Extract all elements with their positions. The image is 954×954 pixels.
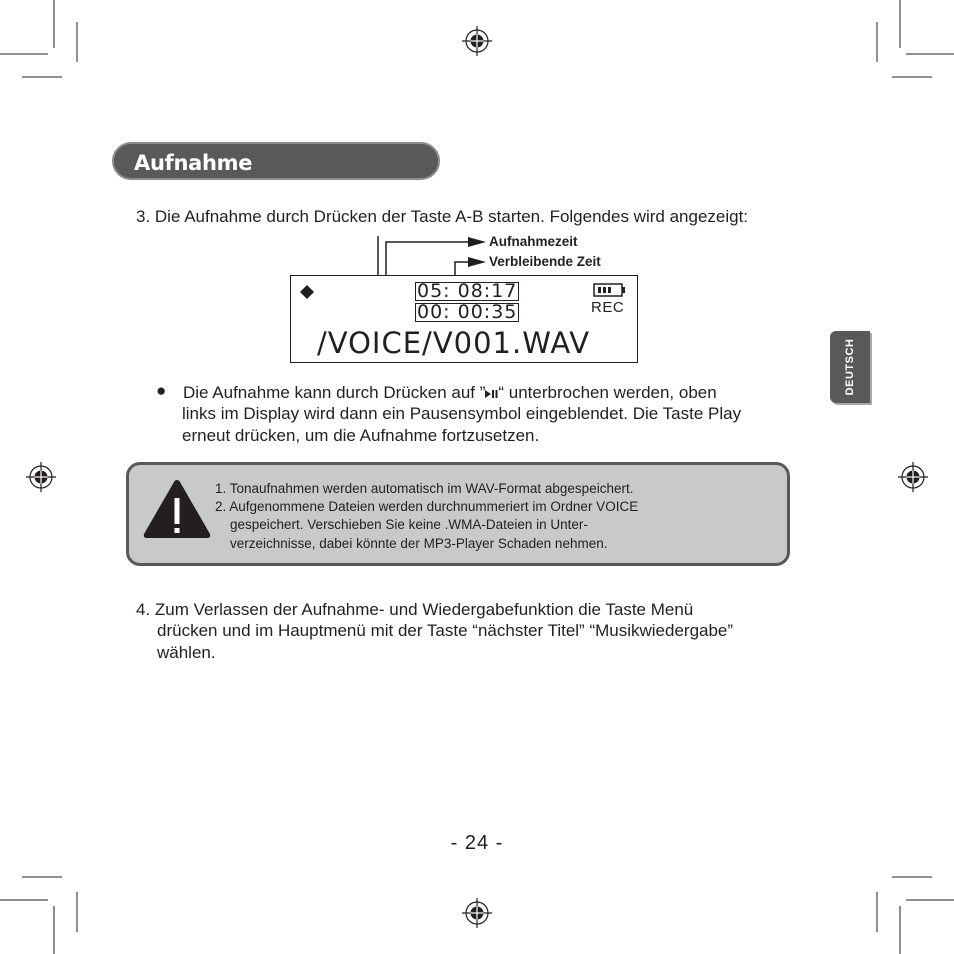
- step-4-line-1: 4. Zum Verlassen der Aufnahme- und Wiedergabefunktion die Taste Menü: [136, 600, 694, 619]
- play-pause-icon: [485, 389, 498, 399]
- warning-box: [126, 462, 790, 566]
- diamond-icon: [300, 285, 314, 299]
- callout-remaining-time: Verbleibende Zeit: [489, 254, 601, 269]
- step-4-line-3: wählen.: [157, 643, 216, 662]
- bullet-line-1-start: Die Aufnahme kann durch Drücken auf ”: [183, 383, 486, 402]
- lcd-display: [290, 275, 638, 363]
- warning-line-4: verzeichnisse, dabei könnte der MP3-Player Schaden nehmen.: [230, 536, 608, 551]
- bullet-line-3: erneut drücken, um die Aufnahme fortzusetzen.: [182, 426, 540, 445]
- bullet-line-2: links im Display wird dann ein Pausensymbol eingeblendet. Die Taste Play: [182, 404, 742, 423]
- callout-recording-time: Aufnahmezeit: [489, 234, 578, 249]
- bullet-dot: ●: [156, 381, 167, 400]
- recording-time: 05: 08:17: [417, 280, 518, 302]
- section-title: Aufnahme: [134, 151, 253, 175]
- remaining-time: 00: 00:35: [417, 301, 518, 323]
- step-3-text: 3. Die Aufnahme durch Drücken der Taste A-B starten. Folgendes wird angezeigt:: [136, 207, 749, 226]
- rec-label: REC: [591, 299, 625, 316]
- bullet-line-1-end: “ unterbrochen werden, oben: [498, 383, 717, 402]
- warning-line-1: 1. Tonaufnahmen werden automatisch im WAV-Format abgespeichert.: [215, 481, 634, 496]
- warning-line-2: 2. Aufgenommene Dateien werden durchnummeriert im Ordner VOICE: [215, 499, 639, 514]
- battery-icon: [593, 283, 627, 297]
- warning-line-3: gespeichert. Verschieben Sie keine .WMA-Dateien in Unter-: [230, 517, 588, 532]
- language-tab-label: DEUTSCH: [844, 338, 856, 396]
- page-number: - 24 -: [450, 832, 504, 854]
- file-path: /VOICE/V001.WAV: [317, 326, 591, 360]
- exclamation-triangle-icon: [142, 478, 212, 540]
- bullet-line-1: [183, 382, 717, 403]
- step-4-line-2: drücken und im Hauptmenü mit der Taste “nächster Titel” “Musikwiedergabe”: [157, 621, 734, 640]
